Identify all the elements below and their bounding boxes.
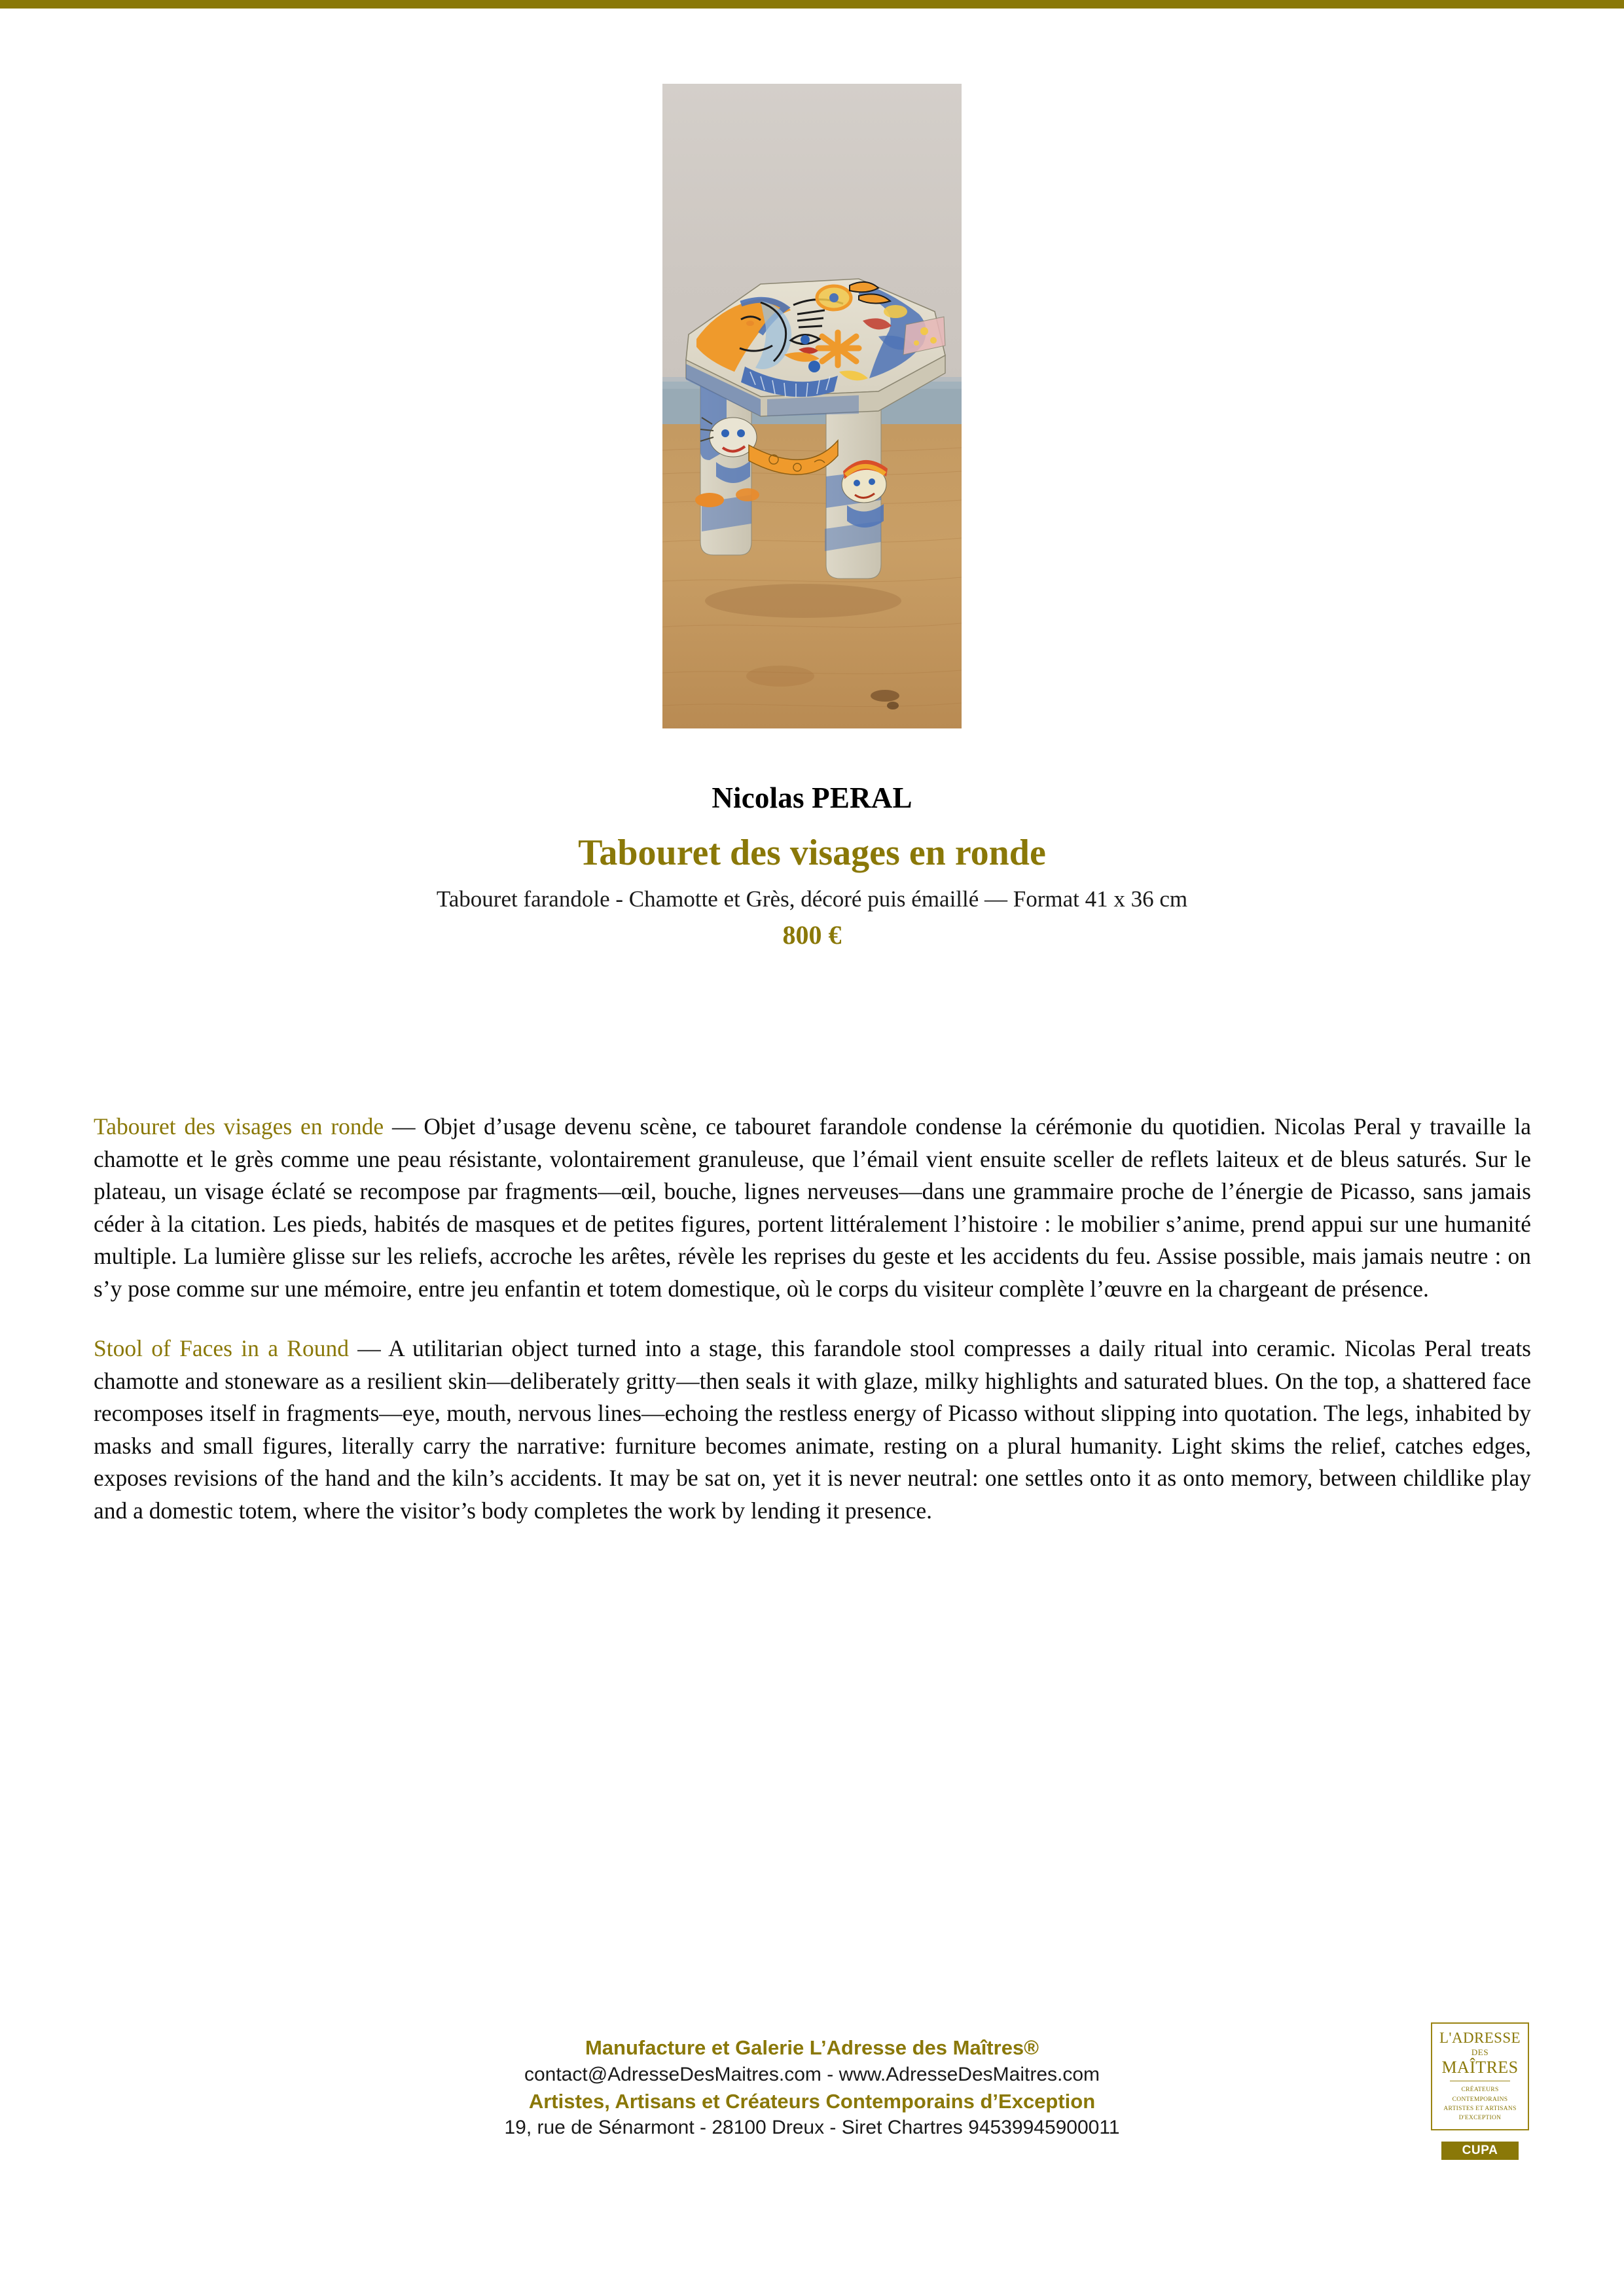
paragraph-english xyxy=(94,1333,1531,1527)
paragraph-french-dash: — xyxy=(384,1113,424,1139)
logo-line-maitres: MAÎTRES xyxy=(1441,2058,1519,2077)
product-photo-illustration xyxy=(662,84,962,728)
work-price: 800 € xyxy=(782,920,842,950)
footer-address: 19, rue de Sénarmont - 28100 Dreux - Siret Chartres 94539945900011 xyxy=(504,2117,1120,2139)
work-title: Tabouret des visages en ronde xyxy=(578,832,1046,873)
description-block xyxy=(94,1111,1531,1527)
paragraph-french-lead: Tabouret des visages en ronde xyxy=(94,1113,384,1139)
title-block xyxy=(0,782,1624,951)
paragraph-english-text: A utilitarian object turned into a stage, this farandole stool compresses a daily ritual into ceramic. Nicolas Peral treats chamotte and stoneware as a resilient skin—deliberately gritty—then seals it with glaze, milky highlights and saturated blues. On the top, a shattered face recomposes itself in fragments—eye, mouth, nervous lines—echoing the restless energy of Picasso without slipping into quotation. The legs, inhabited by masks and small figures, literally carry the narrative: furniture becomes animate, resting on a plural humanity. Light skims the relief, catches edges, exposes revisions of the hand and the kiln’s accidents. It may be sat on, yet it is never neutral: one settles onto it as onto memory, between childlike play and a domestic totem, where the visitor’s body completes the work by lending it presence. xyxy=(94,1335,1531,1524)
logo-block xyxy=(1431,2022,1530,2160)
logo-line-adresse: L'ADRESSE xyxy=(1439,2029,1521,2046)
top-gold-rule xyxy=(0,0,1624,9)
work-subtitle: Tabouret farandole - Chamotte et Grès, décoré puis émaillé — Format 41 x 36 cm xyxy=(436,886,1188,912)
paragraph-french xyxy=(94,1111,1531,1305)
logo-subline-1: CRÉATEURS CONTEMPORAINS xyxy=(1452,2087,1508,2103)
artist-name: Nicolas PERAL xyxy=(712,781,912,814)
product-photo xyxy=(662,84,962,728)
brand-logo xyxy=(1431,2022,1529,2130)
logo-subline-2: ARTISTES ET ARTISANS xyxy=(1443,2105,1517,2112)
footer xyxy=(0,2034,1624,2141)
paragraph-french-text: Objet d’usage devenu scène, ce tabouret farandole condense la cérémonie du quotidien. Nicolas Peral y travaille la chamotte et le grès comme une peau résistante, volontairement granuleuse, que l’émail vient ensuite sceller de reflets laiteux et de bleus saturés. Sur le plateau, un visage éclaté se recompose par fragments—œil, bouche, lignes nerveuses—dans une grammaire proche de l’énergie de Picasso, sans jamais céder à la citation. Les pieds, habités de masques et de petites figures, portent littéralement l’histoire : le mobilier s’anime, prend appui sur une humanité multiple. La lumière glisse sur les reliefs, accroche les arêtes, révèle les reprises du geste et les accidents du feu. Assise possible, mais jamais neutre : on s’y pose comme sur une mémoire, entre jeu enfantin et totem domestique, où le corps du visiteur complète l’œuvre en la chargeant de présence. xyxy=(94,1113,1532,1302)
logo-subline-3: D'EXCEPTION xyxy=(1458,2115,1502,2122)
paragraph-english-lead: Stool of Faces in a Round xyxy=(94,1335,349,1361)
footer-tagline: Artistes, Artisans et Créateurs Contemporains d’Exception xyxy=(528,2089,1096,2113)
cupa-badge: CUPA xyxy=(1441,2142,1519,2160)
footer-contact[interactable]: contact@AdresseDesMaitres.com - www.AdresseDesMaitres.com xyxy=(524,2063,1100,2085)
footer-company-name: Manufacture et Galerie L’Adresse des Maîtres® xyxy=(585,2036,1039,2059)
logo-line-des: DES xyxy=(1471,2047,1489,2057)
paragraph-english-dash: — xyxy=(348,1335,389,1361)
